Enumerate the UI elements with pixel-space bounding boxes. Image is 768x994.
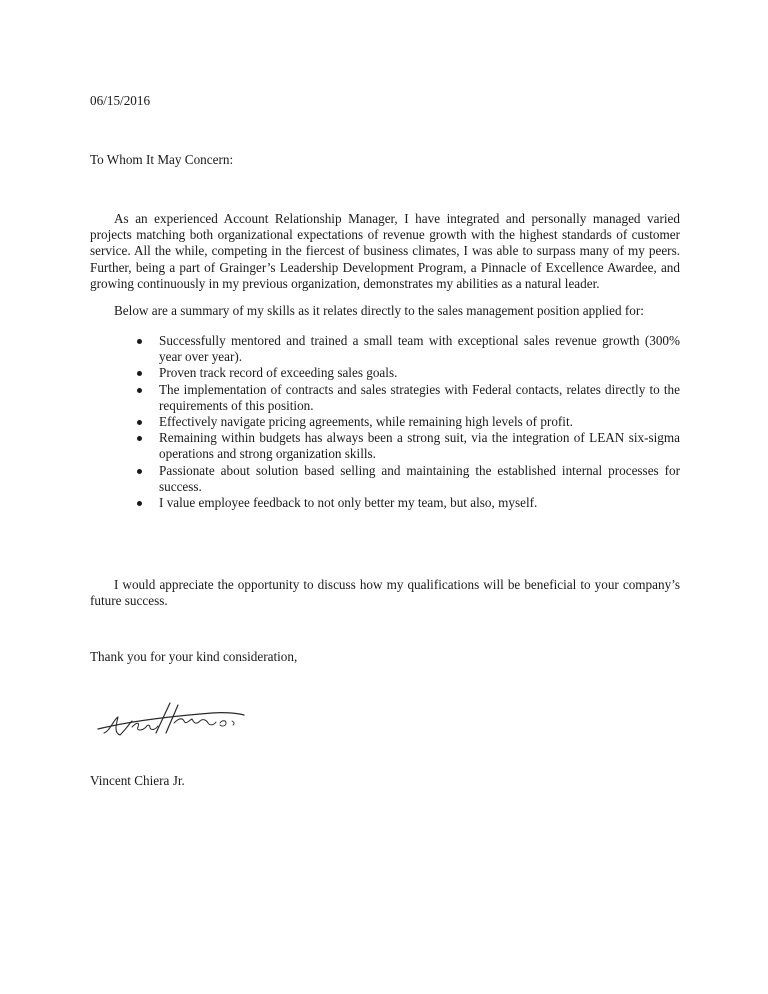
list-item: I value employee feedback to not only better my team, but also, myself.: [137, 495, 680, 511]
list-item: Remaining within budgets has always been a strong suit, via the integration of LEAN six-sigma operations and strong organization skills.: [137, 430, 680, 462]
intro-paragraph: As an experienced Account Relationship Manager, I have integrated and personally managed varied projects matching both organizational expectations of revenue growth with the highest standards of customer service. All the while, competing in the fiercest of business climates, I was able to surpass many of my peers. Further, being a part of Grainger’s Leadership Development Program, a Pinnacle of Excellence Awardee, and growing continuously in my previous organization, demonstrates my abilities as a natural leader.: [90, 211, 680, 291]
salutation: To Whom It May Concern:: [90, 152, 234, 167]
letter-date: 06/15/2016: [90, 93, 151, 108]
list-item: Passionate about solution based selling and maintaining the established internal processes for success.: [137, 463, 680, 495]
signer-name: Vincent Chiera Jr.: [90, 773, 185, 788]
signature-icon: [92, 693, 262, 749]
thanks-line: Thank you for your kind consideration,: [90, 649, 298, 664]
skills-lead-paragraph: Below are a summary of my skills as it relates directly to the sales management position applied for:: [114, 303, 644, 318]
list-item: Proven track record of exceeding sales goals.: [137, 365, 680, 381]
list-item: The implementation of contracts and sales strategies with Federal contacts, relates directly to the requirements of this position.: [137, 382, 680, 414]
closing-paragraph: I would appreciate the opportunity to discuss how my qualifications will be beneficial to your company’s future success.: [90, 577, 680, 609]
skills-list: [137, 333, 680, 511]
list-item: Effectively navigate pricing agreements, while remaining high levels of profit.: [137, 414, 680, 430]
list-item: Successfully mentored and trained a small team with exceptional sales revenue growth (300% year over year).: [137, 333, 680, 365]
